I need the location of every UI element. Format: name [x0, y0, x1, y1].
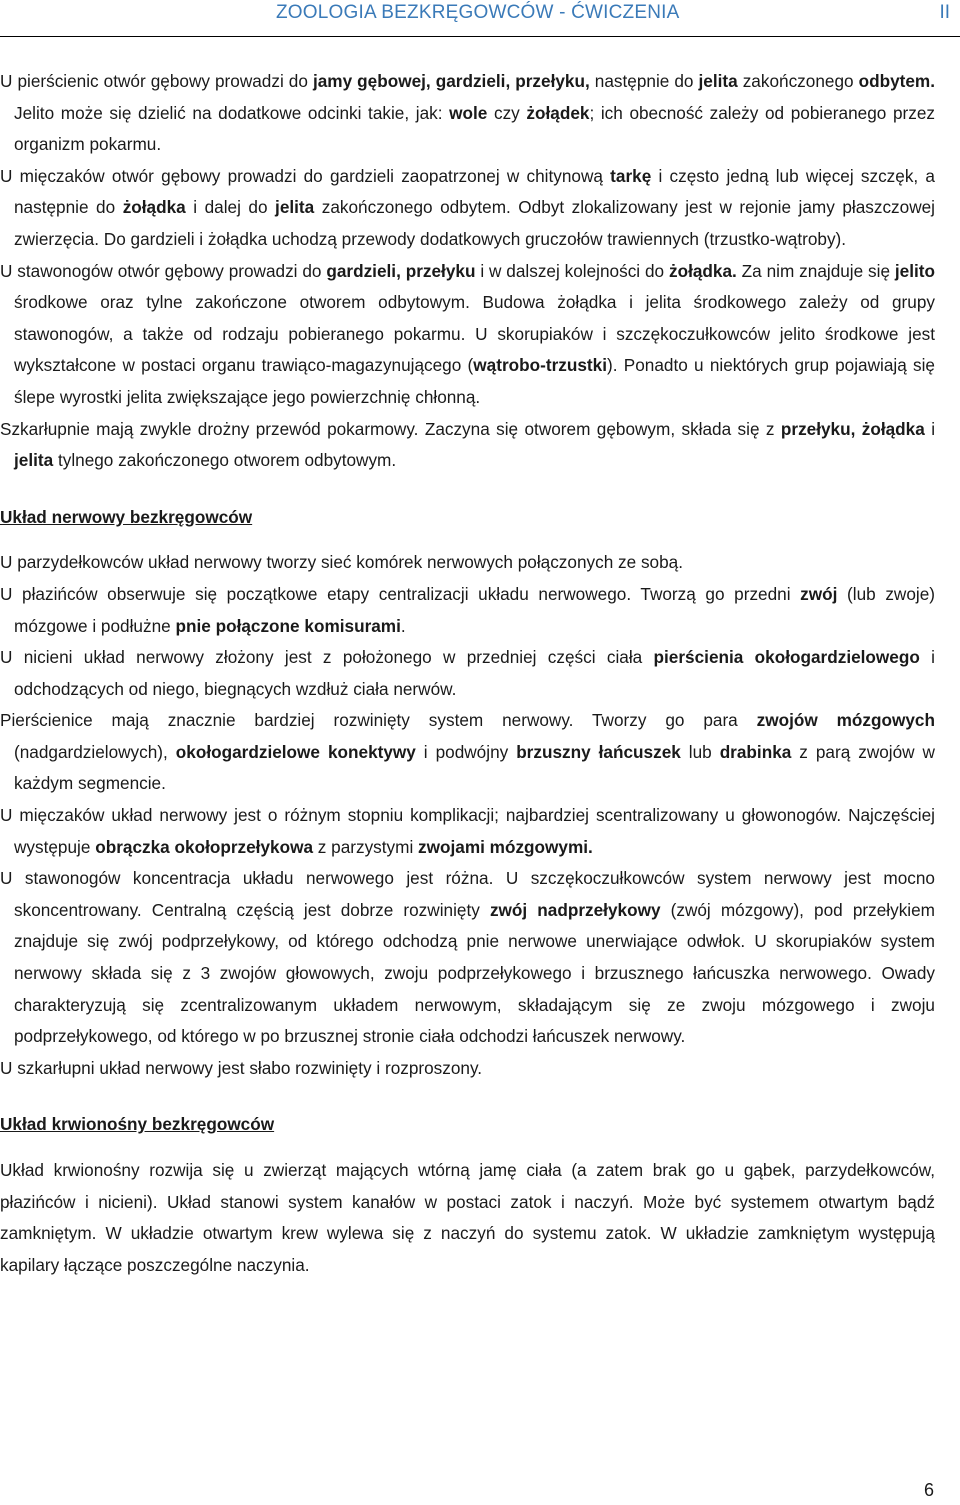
bold-term: jamy gębowej, gardzieli, przełyku, — [312, 71, 590, 91]
paragraph-nervous-cnidarians — [0, 547, 935, 579]
text-run: Za nim znajduje się — [736, 260, 895, 281]
bold-term: drabinka — [719, 741, 792, 762]
text-run: U parzydełkowców układ nerwowy tworzy sieć komórek nerwowych połączonych ze sobą. — [0, 552, 684, 573]
paragraph-nervous-molluscs — [0, 800, 935, 863]
bold-term: zwój — [800, 583, 838, 604]
paragraph-nervous-echinoderms — [0, 1053, 935, 1085]
text-run: U mięczaków układ nerwowy jest o różnym stopniu komplikacji; najbardziej scentralizowany u głowonogów. Najczęściej występuje — [0, 805, 935, 857]
text-run: i odchodzących od niego, biegnących wzdłuż ciała nerwów. — [14, 647, 935, 699]
bold-term: obrączka okołoprzełykowa — [95, 836, 313, 857]
text-run: (nadgardzielowych), — [14, 741, 176, 762]
bold-term: zwojów mózgowych — [756, 710, 935, 731]
bold-term: wole — [449, 102, 488, 123]
paragraph-digestive-annelids — [0, 66, 935, 161]
text-run: Szkarłupnie mają zwykle drożny przewód pokarmowy. Zaczyna się otworem gębowym, składa się z — [0, 418, 781, 439]
bold-term: tarkę — [610, 165, 652, 186]
text-run: i dalej do — [185, 197, 276, 218]
text-run: Układ krwionośny rozwija się u zwierząt mających wtórną jamę ciała (a zatem brak go u gąbek, parzydełkowców, płazińców i nicieni). Układ stanowi system kanałów w postaci zatok i naczyń. Może być systemem otwartym bądź zamkniętym. W układzie otwartym krew wylewa się z naczyń do systemu zatok. W układzie zamkniętym występują kapilary łączące poszczególne naczynia. — [0, 1160, 935, 1275]
section-heading-nervous: Układ nerwowy bezkręgowców — [0, 506, 253, 527]
header-title: ZOOLOGIA BEZKRĘGOWCÓW - ĆWICZENIA — [276, 2, 680, 23]
section-heading-circulatory: Układ krwionośny bezkręgowców — [0, 1114, 275, 1135]
bold-term: zwojami mózgowymi. — [418, 836, 593, 857]
page-number: 6 — [923, 1480, 934, 1500]
bold-term: gardzieli, przełyku — [326, 260, 476, 281]
text-run: U mięczaków otwór gębowy prowadzi do gardzieli zaopatrzonej w chitynową — [0, 165, 611, 186]
paragraph-nervous-arthropods — [0, 863, 935, 1053]
text-run: i często jedną lub więcej szczęk, a następnie do — [14, 165, 935, 218]
bold-term: brzuszny łańcuszek — [516, 741, 681, 762]
bold-term: wątrobo-trzustki — [473, 355, 607, 376]
text-run: U stawonogów otwór gębowy prowadzi do — [0, 260, 327, 281]
paragraph-digestive-echinoderms — [0, 414, 935, 477]
paragraph-digestive-molluscs — [0, 161, 935, 256]
text-run: Pierścienice mają znacznie bardziej rozwinięty system nerwowy. Tworzy go para — [0, 710, 757, 731]
bold-term: pnie połączone komisurami — [175, 615, 401, 636]
text-run: U pierścienic otwór gębowy prowadzi do — [0, 71, 313, 91]
text-run: następnie do — [589, 71, 699, 91]
text-run: . — [400, 615, 406, 636]
paragraph-nervous-flatworms — [0, 579, 935, 642]
text-run: U stawonogów koncentracja układu nerwowego jest różna. U szczękoczułkowców system nerwowy jest mocno skoncentrowany. Centralną częścią jest dobrze rozwinięty — [0, 868, 935, 920]
text-run: U płazińców obserwuje się początkowe etapy centralizacji układu nerwowego. Tworzą go przedni — [0, 583, 801, 604]
text-run: tylnego zakończonego otworem odbytowym. — [53, 450, 397, 471]
text-run: U nicieni układ nerwowy złożony jest z położonego w przedniej części ciała — [0, 647, 654, 668]
text-run: z parą zwojów w każdym segmencie. — [14, 741, 935, 794]
text-run: czy — [487, 102, 527, 123]
text-run: (lub zwoje) mózgowe i podłużne — [14, 583, 935, 636]
text-run: (zwój mózgowy), pod przełykiem znajduje się zwój podprzełykowy, od którego odchodzą pnie nerwowe unerwiające odwłok. U skorupiaków system nerwowy składa się z 3 zwojów głowowych, zwoju podprzełykowego i brzusznego łańcuszka nerwowego. Owady charakteryzują się zcentralizowanym układem nerwowym, składającym się ze zwoju mózgowego i zwoju podprzełykowego, od którego w po brzusznej stronie ciała odchodzi łańcuszek nerwowy. — [14, 899, 935, 1047]
bold-term: okołogardzielowe konektywy — [175, 741, 416, 762]
page-header — [0, 0, 960, 37]
text-run: zakończonego — [737, 71, 859, 91]
text-run: lub — [680, 741, 720, 762]
text-run: zakończonego odbytem. Odbyt zlokalizowany jest w rejonie jamy płaszczowej zwierzęcia. Do gardzieli i żołądka uchodzą przewody dodatkowych gruczołów trawiennych (trzustko-wątroby). — [14, 197, 935, 249]
bold-term: żołądek — [526, 102, 590, 123]
bold-term: zwój nadprzełykowy — [489, 899, 661, 920]
bold-term: odbytem. — [858, 71, 935, 91]
text-run: środkowe oraz tylne zakończone otworem odbytowym. Budowa żołądka i jelita środkowego zależy od grupy stawonogów, a także od rodzaju pobieranego pokarmu. U skorupiaków i szczękoczułkowców jelito środkowe jest wykształcone w postaci organu trawiąco-magazynującego ( — [14, 292, 935, 376]
bold-term: jelita — [698, 71, 738, 91]
text-run: U szkarłupni układ nerwowy jest słabo rozwinięty i rozproszony. — [0, 1057, 483, 1078]
paragraph-circulatory — [0, 1155, 935, 1281]
text-run: Jelito może się dzielić na dodatkowe odcinki takie, jak: — [14, 102, 450, 123]
header-section-number: II — [939, 2, 950, 23]
text-run: ; ich obecność zależy od pobieranego przez organizm pokarmu. — [14, 102, 935, 155]
bold-term: żołądka. — [668, 260, 737, 281]
paragraph-nervous-annelids — [0, 705, 935, 800]
bold-term: przełyku, żołądka — [780, 418, 925, 439]
bold-term: jelita — [275, 197, 315, 218]
text-run: z parzystymi — [313, 836, 419, 857]
text-run: i w dalszej kolejności do — [475, 260, 669, 281]
text-run: i — [924, 418, 936, 439]
bold-term: jelito — [894, 260, 936, 281]
bold-term: żołądka — [122, 197, 186, 218]
text-run: i podwójny — [415, 741, 517, 762]
document-body — [0, 66, 935, 1281]
bold-term: jelita — [14, 450, 54, 471]
bold-term: pierścienia okołogardzielowego — [653, 647, 920, 668]
paragraph-nervous-nematodes — [0, 642, 935, 705]
text-run: ). Ponadto u niektórych grup pojawiają się ślepe wyrostki jelita zwiększające jego powierzchnię chłonną. — [14, 355, 935, 407]
paragraph-digestive-arthropods — [0, 256, 935, 414]
